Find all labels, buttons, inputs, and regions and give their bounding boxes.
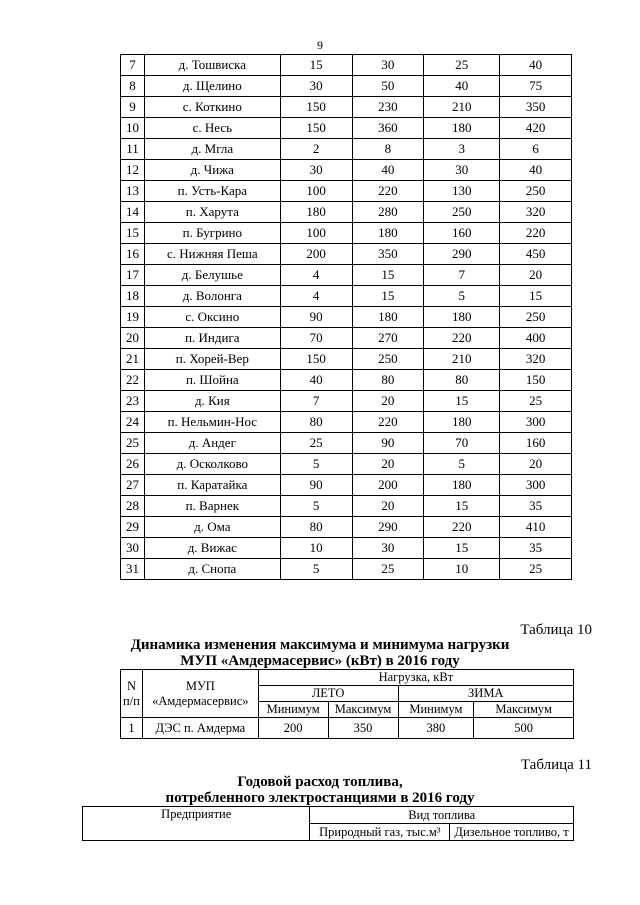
row-max-summer: 350 bbox=[328, 718, 398, 739]
winter-max: 450 bbox=[500, 244, 572, 265]
settlement-name: п. Индига bbox=[144, 328, 280, 349]
winter-max: 320 bbox=[500, 349, 572, 370]
summer-max: 200 bbox=[352, 475, 424, 496]
winter-max: 75 bbox=[500, 76, 572, 97]
winter-min: 250 bbox=[424, 202, 500, 223]
summer-min: 15 bbox=[280, 55, 352, 76]
winter-min: 210 bbox=[424, 97, 500, 118]
row-number: 22 bbox=[121, 370, 145, 391]
table-row bbox=[121, 328, 572, 349]
settlement-name: д. Тошвиска bbox=[144, 55, 280, 76]
winter-max: 160 bbox=[500, 433, 572, 454]
settlement-name: д. Чижа bbox=[144, 160, 280, 181]
winter-min: 180 bbox=[424, 412, 500, 433]
table10-label: Таблица 10 bbox=[520, 622, 592, 638]
summer-max: 30 bbox=[352, 538, 424, 559]
winter-min: 80 bbox=[424, 370, 500, 391]
table-row bbox=[121, 202, 572, 223]
summer-max: 15 bbox=[352, 265, 424, 286]
winter-max: 40 bbox=[500, 160, 572, 181]
summer-min: 80 bbox=[280, 412, 352, 433]
row-number: 17 bbox=[121, 265, 145, 286]
table-row bbox=[121, 454, 572, 475]
table10-title-line2: МУП «Амдермасервис» (кВт) в 2016 году bbox=[180, 653, 460, 669]
summer-min: 90 bbox=[280, 475, 352, 496]
row-number: 14 bbox=[121, 202, 145, 223]
settlement-name: п. Бугрино bbox=[144, 223, 280, 244]
row-number: 15 bbox=[121, 223, 145, 244]
row-number: 28 bbox=[121, 496, 145, 517]
row-min-summer: 200 bbox=[258, 718, 328, 739]
summer-min: 90 bbox=[280, 307, 352, 328]
settlement-name: д. Волонга bbox=[144, 286, 280, 307]
settlement-name: д. Белушье bbox=[144, 265, 280, 286]
summer-min: 5 bbox=[280, 559, 352, 580]
winter-min: 3 bbox=[424, 139, 500, 160]
winter-max: 20 bbox=[500, 265, 572, 286]
summer-max: 180 bbox=[352, 307, 424, 328]
winter-max: 25 bbox=[500, 391, 572, 412]
settlement-name: п. Нельмин-Нос bbox=[144, 412, 280, 433]
row-number: 29 bbox=[121, 517, 145, 538]
winter-min: 130 bbox=[424, 181, 500, 202]
summer-max: 350 bbox=[352, 244, 424, 265]
summer-min: 4 bbox=[280, 265, 352, 286]
settlement-name: д. Снопа bbox=[144, 559, 280, 580]
winter-max: 250 bbox=[500, 181, 572, 202]
summer-max: 250 bbox=[352, 349, 424, 370]
summer-max: 270 bbox=[352, 328, 424, 349]
settlement-name: д. Андег bbox=[144, 433, 280, 454]
winter-max: 15 bbox=[500, 286, 572, 307]
summer-max: 230 bbox=[352, 97, 424, 118]
winter-min: 160 bbox=[424, 223, 500, 244]
header-n: N п/п bbox=[121, 670, 143, 718]
summer-min: 100 bbox=[280, 223, 352, 244]
summer-min: 40 bbox=[280, 370, 352, 391]
winter-min: 180 bbox=[424, 475, 500, 496]
settlement-name: п. Варнек bbox=[144, 496, 280, 517]
header-fuel-type: Вид топлива bbox=[310, 807, 574, 824]
summer-max: 360 bbox=[352, 118, 424, 139]
winter-min: 15 bbox=[424, 496, 500, 517]
settlement-name: д. Щелино bbox=[144, 76, 280, 97]
table-row bbox=[121, 496, 572, 517]
table-row bbox=[121, 349, 572, 370]
winter-min: 30 bbox=[424, 160, 500, 181]
header-max-winter: Максимум bbox=[474, 702, 574, 718]
winter-max: 420 bbox=[500, 118, 572, 139]
winter-min: 220 bbox=[424, 328, 500, 349]
row-max-winter: 500 bbox=[474, 718, 574, 739]
header-natural-gas: Природный газ, тыс.м³ bbox=[310, 824, 450, 841]
summer-min: 200 bbox=[280, 244, 352, 265]
summer-min: 30 bbox=[280, 160, 352, 181]
table-row bbox=[121, 286, 572, 307]
summer-max: 50 bbox=[352, 76, 424, 97]
header-load: Нагрузка, кВт bbox=[258, 670, 573, 686]
table11-label: Таблица 11 bbox=[520, 757, 592, 773]
summer-min: 70 bbox=[280, 328, 352, 349]
summer-min: 5 bbox=[280, 454, 352, 475]
winter-max: 300 bbox=[500, 412, 572, 433]
fuel-consumption-table bbox=[82, 806, 574, 841]
row-number: 12 bbox=[121, 160, 145, 181]
header-max-summer: Максимум bbox=[328, 702, 398, 718]
table-row bbox=[121, 97, 572, 118]
row-number: 11 bbox=[121, 139, 145, 160]
table11-title-line1: Годовой расход топлива, bbox=[237, 774, 403, 790]
table11-title-line2: потребленного электростанциями в 2016 году bbox=[165, 790, 475, 806]
winter-max: 350 bbox=[500, 97, 572, 118]
settlement-name: п. Каратайка bbox=[144, 475, 280, 496]
settlement-name: д. Кия bbox=[144, 391, 280, 412]
winter-min: 15 bbox=[424, 391, 500, 412]
settlement-name: с. Коткино bbox=[144, 97, 280, 118]
table-row bbox=[121, 55, 572, 76]
settlement-name: с. Оксино bbox=[144, 307, 280, 328]
row-number: 26 bbox=[121, 454, 145, 475]
winter-max: 400 bbox=[500, 328, 572, 349]
winter-min: 7 bbox=[424, 265, 500, 286]
summer-max: 180 bbox=[352, 223, 424, 244]
row-number: 16 bbox=[121, 244, 145, 265]
settlement-name: д. Осколково bbox=[144, 454, 280, 475]
table-row bbox=[121, 370, 572, 391]
row-number: 27 bbox=[121, 475, 145, 496]
summer-min: 7 bbox=[280, 391, 352, 412]
row-number: 24 bbox=[121, 412, 145, 433]
winter-min: 180 bbox=[424, 118, 500, 139]
table-row bbox=[121, 475, 572, 496]
settlements-load-table bbox=[120, 54, 572, 580]
winter-min: 5 bbox=[424, 454, 500, 475]
table-row bbox=[121, 307, 572, 328]
winter-min: 15 bbox=[424, 538, 500, 559]
table-row bbox=[121, 265, 572, 286]
settlement-name: п. Шойна bbox=[144, 370, 280, 391]
summer-min: 5 bbox=[280, 496, 352, 517]
summer-min: 2 bbox=[280, 139, 352, 160]
settlement-name: д. Мгла bbox=[144, 139, 280, 160]
table-row bbox=[121, 412, 572, 433]
summer-max: 15 bbox=[352, 286, 424, 307]
winter-max: 20 bbox=[500, 454, 572, 475]
row-number: 25 bbox=[121, 433, 145, 454]
row-number: 8 bbox=[121, 76, 145, 97]
row-name: ДЭС п. Амдерма bbox=[142, 718, 258, 739]
summer-min: 180 bbox=[280, 202, 352, 223]
row-number: 10 bbox=[121, 118, 145, 139]
winter-max: 6 bbox=[500, 139, 572, 160]
winter-min: 10 bbox=[424, 559, 500, 580]
row-number: 19 bbox=[121, 307, 145, 328]
summer-max: 220 bbox=[352, 181, 424, 202]
summer-min: 4 bbox=[280, 286, 352, 307]
table-row bbox=[121, 538, 572, 559]
summer-max: 80 bbox=[352, 370, 424, 391]
row-number: 21 bbox=[121, 349, 145, 370]
summer-max: 20 bbox=[352, 391, 424, 412]
row-n: 1 bbox=[121, 718, 143, 739]
settlement-name: п. Хорей-Вер bbox=[144, 349, 280, 370]
header-winter: ЗИМА bbox=[398, 686, 574, 702]
header-min-summer: Минимум bbox=[258, 702, 328, 718]
winter-max: 25 bbox=[500, 559, 572, 580]
table-row bbox=[121, 76, 572, 97]
row-number: 13 bbox=[121, 181, 145, 202]
winter-max: 220 bbox=[500, 223, 572, 244]
settlement-name: п. Усть-Кара bbox=[144, 181, 280, 202]
table-row bbox=[121, 181, 572, 202]
header-diesel: Дизельное топливо, т bbox=[450, 824, 574, 841]
amderma-load-table bbox=[120, 669, 574, 739]
header-mup: МУП «Амдермасервис» bbox=[142, 670, 258, 718]
table-row bbox=[121, 118, 572, 139]
summer-min: 100 bbox=[280, 181, 352, 202]
winter-max: 300 bbox=[500, 475, 572, 496]
settlement-name: д. Вижас bbox=[144, 538, 280, 559]
settlement-name: п. Харута bbox=[144, 202, 280, 223]
settlement-name: с. Нижняя Пеша bbox=[144, 244, 280, 265]
winter-min: 210 bbox=[424, 349, 500, 370]
summer-max: 20 bbox=[352, 496, 424, 517]
summer-min: 25 bbox=[280, 433, 352, 454]
winter-min: 220 bbox=[424, 517, 500, 538]
winter-max: 40 bbox=[500, 55, 572, 76]
table-row bbox=[121, 391, 572, 412]
summer-max: 25 bbox=[352, 559, 424, 580]
winter-max: 410 bbox=[500, 517, 572, 538]
winter-max: 320 bbox=[500, 202, 572, 223]
settlement-name: с. Несь bbox=[144, 118, 280, 139]
row-number: 20 bbox=[121, 328, 145, 349]
table-row bbox=[121, 160, 572, 181]
row-number: 31 bbox=[121, 559, 145, 580]
row-min-winter: 380 bbox=[398, 718, 474, 739]
summer-max: 30 bbox=[352, 55, 424, 76]
summer-min: 30 bbox=[280, 76, 352, 97]
summer-max: 40 bbox=[352, 160, 424, 181]
page-number: 9 bbox=[317, 38, 323, 52]
row-number: 9 bbox=[121, 97, 145, 118]
summer-max: 290 bbox=[352, 517, 424, 538]
winter-max: 250 bbox=[500, 307, 572, 328]
row-number: 18 bbox=[121, 286, 145, 307]
summer-min: 150 bbox=[280, 118, 352, 139]
row-number: 23 bbox=[121, 391, 145, 412]
winter-min: 40 bbox=[424, 76, 500, 97]
header-summer: ЛЕТО bbox=[258, 686, 398, 702]
summer-max: 280 bbox=[352, 202, 424, 223]
summer-min: 150 bbox=[280, 97, 352, 118]
winter-min: 5 bbox=[424, 286, 500, 307]
table-row bbox=[121, 433, 572, 454]
summer-min: 10 bbox=[280, 538, 352, 559]
row-number: 7 bbox=[121, 55, 145, 76]
table10-title-line1: Динамика изменения максимума и минимума нагрузки bbox=[130, 637, 510, 653]
winter-min: 180 bbox=[424, 307, 500, 328]
summer-max: 220 bbox=[352, 412, 424, 433]
table-row bbox=[121, 223, 572, 244]
summer-min: 150 bbox=[280, 349, 352, 370]
summer-max: 8 bbox=[352, 139, 424, 160]
header-enterprise: Предприятие bbox=[83, 807, 310, 841]
summer-max: 90 bbox=[352, 433, 424, 454]
summer-max: 20 bbox=[352, 454, 424, 475]
winter-max: 35 bbox=[500, 538, 572, 559]
table-row bbox=[121, 517, 572, 538]
winter-max: 35 bbox=[500, 496, 572, 517]
winter-max: 150 bbox=[500, 370, 572, 391]
table-row bbox=[121, 244, 572, 265]
winter-min: 70 bbox=[424, 433, 500, 454]
settlement-name: д. Ома bbox=[144, 517, 280, 538]
row-number: 30 bbox=[121, 538, 145, 559]
winter-min: 25 bbox=[424, 55, 500, 76]
table-row bbox=[121, 139, 572, 160]
winter-min: 290 bbox=[424, 244, 500, 265]
table-row bbox=[121, 559, 572, 580]
header-min-winter: Минимум bbox=[398, 702, 474, 718]
summer-min: 80 bbox=[280, 517, 352, 538]
